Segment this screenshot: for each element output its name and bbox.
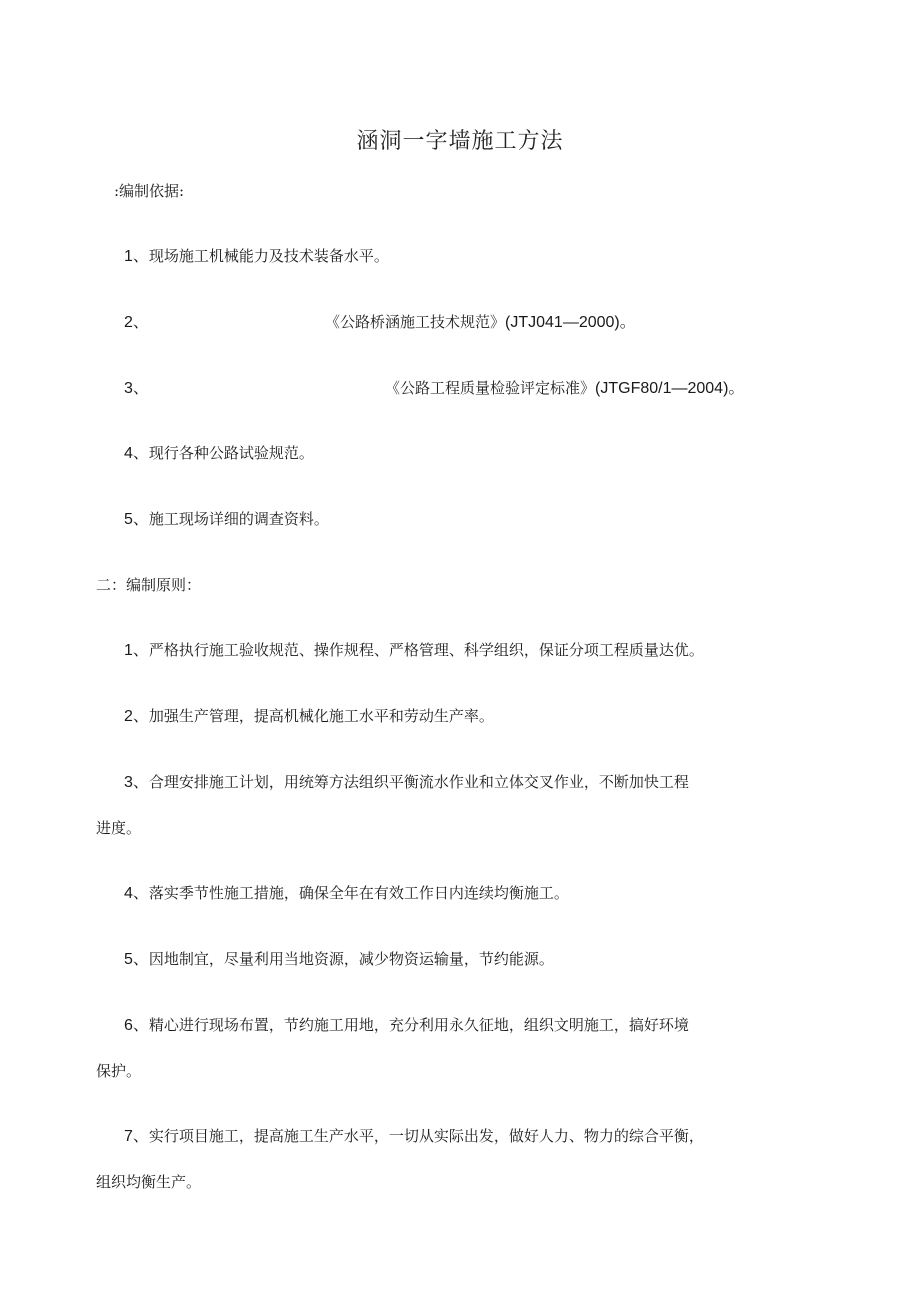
item-number: 2、	[124, 708, 149, 725]
basis-item-2	[124, 312, 149, 333]
item-text: 因地制宜，尽量利用当地资源，减少物资运输量，节约能源。	[148, 950, 554, 968]
basis-item-5	[124, 509, 329, 530]
principle-item-7	[124, 1126, 704, 1147]
standard-name: 《公路桥涵施工技术规范》	[325, 313, 506, 331]
item-text: 实行项目施工，提高施工生产水平，一切从实际出发，做好人力、物力的综合平衡，	[148, 1127, 704, 1145]
item-number: 1、	[124, 642, 149, 659]
basis-item-4	[124, 443, 314, 464]
item-number: 3、	[124, 774, 149, 791]
document-title: 涵洞一字墙施工方法	[356, 129, 564, 154]
principle-item-7-continuation: 组织均衡生产。	[96, 1173, 202, 1191]
principle-item-2	[124, 706, 494, 727]
item-text: 精心进行现场布置，节约施工用地，充分利用永久征地，组织文明施工，搞好环境	[148, 1016, 689, 1034]
section-heading-principles: 二：编制原则：	[96, 576, 202, 594]
item-number: 4、	[124, 445, 149, 462]
basis-item-1	[124, 246, 389, 267]
item-text: 合理安排施工计划，用统筹方法组织平衡流水作业和立体交叉作业，不断加快工程	[148, 773, 689, 791]
item-number: 5、	[124, 951, 149, 968]
basis-item-3-reference	[385, 378, 744, 399]
principle-item-5	[124, 949, 554, 970]
basis-item-3	[124, 378, 149, 399]
item-number: 3、	[124, 380, 149, 397]
principle-item-3-continuation: 进度。	[96, 819, 142, 837]
principle-item-3	[124, 772, 689, 793]
principle-item-4	[124, 883, 569, 904]
item-text: 严格执行施工验收规范、操作规程、严格管理、科学组织，保证分项工程质量达优。	[148, 641, 704, 659]
principle-item-6-continuation: 保护。	[96, 1062, 142, 1080]
standard-code: (JTJ041—2000)。	[505, 314, 636, 331]
principle-item-6	[124, 1015, 689, 1036]
item-number: 5、	[124, 511, 149, 528]
section-heading-basis: :编制依据:	[114, 182, 185, 200]
item-text: 现场施工机械能力及技术装备水平。	[148, 247, 389, 265]
item-number: 2、	[124, 314, 149, 331]
standard-code: (JTGF80/1—2004)。	[595, 380, 745, 397]
item-number: 6、	[124, 1017, 149, 1034]
item-text: 加强生产管理，提高机械化施工水平和劳动生产率。	[148, 707, 494, 725]
item-number: 7、	[124, 1128, 149, 1145]
item-text: 施工现场详细的调查资料。	[148, 510, 329, 528]
item-text: 现行各种公路试验规范。	[148, 444, 314, 462]
item-number: 4、	[124, 885, 149, 902]
item-number: 1、	[124, 248, 149, 265]
basis-item-2-reference	[325, 312, 636, 333]
standard-name: 《公路工程质量检验评定标准》	[385, 379, 596, 397]
principle-item-1	[124, 640, 704, 661]
item-text: 落实季节性施工措施，确保全年在有效工作日内连续均衡施工。	[148, 884, 569, 902]
